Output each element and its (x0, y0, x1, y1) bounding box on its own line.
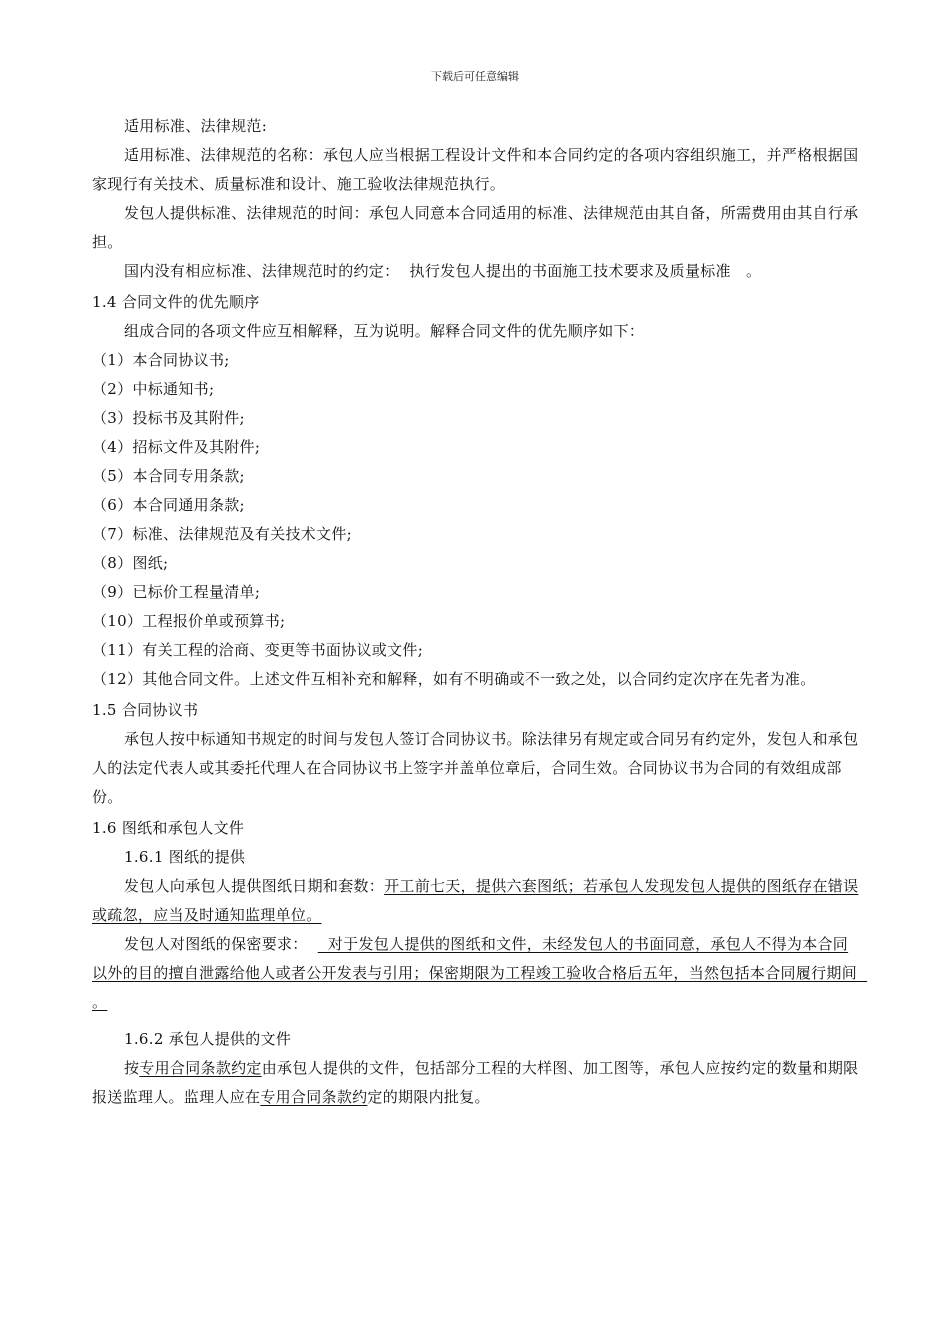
priority-item: （12）其他合同文件。上述文件互相补充和解释，如有不明确或不一致之处，以合同约定次序在先者为准。 (92, 670, 816, 688)
priority-item: （4）招标文件及其附件; (92, 438, 261, 456)
drawing-supply-value: 开工前七天，提供六套图纸；若承包人发现发包人提供的图纸存在错误或疏忽，应当及时通知监理单位。 (92, 877, 859, 924)
section-1-6-2-heading: 1.6.2 承包人提供的文件 (124, 1030, 292, 1048)
drawing-secrecy-label: 发包人对图纸的保密要求： (124, 935, 318, 953)
contractor-documents-paragraph (92, 1054, 860, 1112)
section-1-4-heading: 1.4 合同文件的优先顺序 (92, 293, 260, 311)
section-1-5-paragraph: 承包人按中标通知书规定的时间与发包人签订合同协议书。除法律另有规定或合同另有约定外，发包人和承包人的法定代表人或其委托代理人在合同协议书上签字并盖单位章后，合同生效。合同协议书为合同的有效组成部份。 (92, 730, 859, 806)
priority-item: （5）本合同专用条款; (92, 467, 245, 485)
text-run: 定的期限内批复。 (367, 1088, 490, 1106)
priority-item: （9）已标价工程量清单; (92, 583, 261, 601)
priority-item: （1）本合同协议书; (92, 351, 230, 369)
priority-item: （8）图纸; (92, 554, 169, 572)
special-terms-ref: 专用合同条款约定 (139, 1059, 262, 1077)
standards-name-paragraph: 适用标准、法律规范的名称：承包人应当根据工程设计文件和本合同约定的各项内容组织施工，并严格根据国家现行有关技术、质量标准和设计、施工验收法律规范执行。 (92, 146, 859, 193)
standards-none-paragraph: 国内没有相应标准、法律规范时的约定： 执行发包人提出的书面施工技术要求及质量标准 。 (124, 262, 762, 280)
text-run: 由承包人提供的文件，包括部分工程的大样图、加工图等，承包人应按约定的数量和期限报送监理人。监理人应在 (92, 1059, 859, 1106)
section-1-6-heading: 1.6 图纸和承包人文件 (92, 819, 245, 837)
drawing-supply-paragraph (92, 872, 860, 930)
section-1-5-heading: 1.5 合同协议书 (92, 701, 199, 719)
drawing-supply-label: 发包人向承包人提供图纸日期和套数： (124, 877, 385, 895)
standards-time-paragraph: 发包人提供标准、法律规范的时间：承包人同意本合同适用的标准、法律规范由其自备，所需费用由其自行承担。 (92, 204, 859, 251)
priority-item: （6）本合同通用条款; (92, 496, 245, 514)
special-terms-ref: 专用合同条款约 (260, 1088, 368, 1106)
priority-item: （3）投标书及其附件; (92, 409, 245, 427)
standards-title: 适用标准、法律规范: (124, 117, 268, 135)
page-header: 下载后可任意编辑 (431, 70, 519, 83)
priority-item: （10）工程报价单或预算书; (92, 612, 286, 630)
drawing-secrecy-value: 对于发包人提供的图纸和文件，未经发包人的书面同意，承包人不得为本合同以外的目的擅自泄露给他人或者公开发表与引用；保密期限为工程竣工验收合格后五年，当然包括本合同履行期间 。 (92, 935, 868, 1011)
drawing-secrecy-paragraph (92, 930, 868, 1017)
document-body (92, 112, 868, 1112)
priority-item: （2）中标通知书; (92, 380, 215, 398)
priority-item: （7）标准、法律规范及有关技术文件; (92, 525, 352, 543)
priority-item: （11）有关工程的洽商、变更等书面协议或文件; (92, 641, 424, 659)
section-1-4-intro: 组成合同的各项文件应互相解释，互为说明。解释合同文件的优先顺序如下： (124, 322, 645, 340)
section-1-6-1-heading: 1.6.1 图纸的提供 (124, 848, 246, 866)
text-run: 按 (124, 1059, 140, 1077)
spacer (92, 1017, 860, 1025)
